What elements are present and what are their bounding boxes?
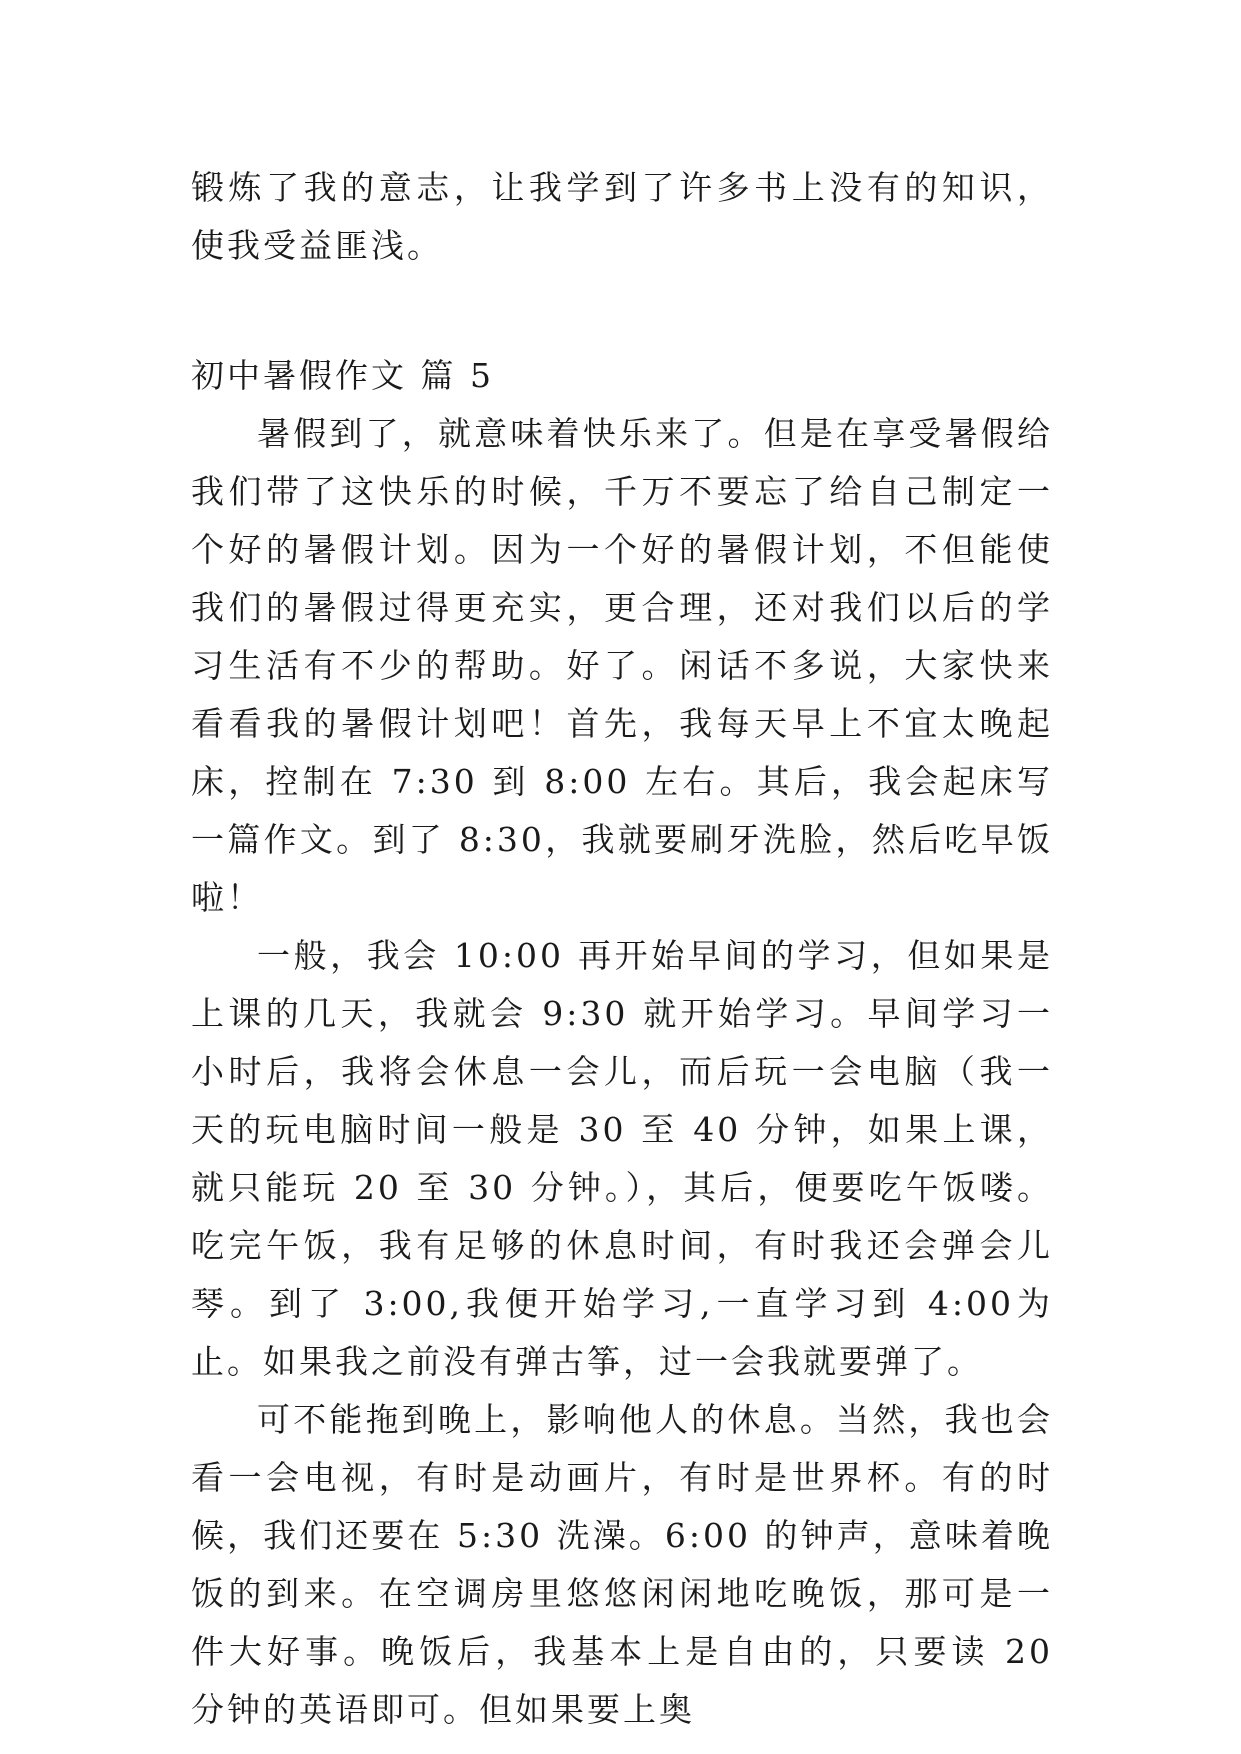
- body-paragraph-1: 暑假到了，就意味着快乐来了。但是在享受暑假给我们带了这快乐的时候，千万不要忘了给自己制定一个好的暑假计划。因为一个好的暑假计划，不但能使我们的暑假过得更充实，更合理，还对我们以后的学习生活有不少的帮助。好了。闲话不多说，大家快来看看我的暑假计划吧！首先，我每天早上不宜太晚起床，控制在 7:30 到 8:00 左右。其后，我会起床写一篇作文。到了 8:30，我就要刷牙洗脸，然后吃早饭啦！: [191, 414, 1053, 917]
- body-paragraph-2: 一般，我会 10:00 再开始早间的学习，但如果是上课的几天，我就会 9:30 就开始学习。早间学习一小时后，我将会休息一会儿，而后玩一会电脑（我一天的玩电脑时间一般是 30 至 40 分钟，如果上课，就只能玩 20 至 30 分钟。），其后，便要吃午饭喽。吃完午饭，我有足够的休息时间，有时我还会弹会儿琴。到了 3:00,我便开始学习,一直学习到 4:00为止。如果我之前没有弹古筝，过一会我就要弹了。: [191, 936, 1053, 1381]
- section-spacer: [191, 275, 1053, 347]
- section-heading: 初中暑假作文 篇 5: [191, 356, 494, 395]
- body-paragraph-3: 可不能拖到晚上，影响他人的休息。当然，我也会看一会电视，有时是动画片，有时是世界杯。有的时候，我们还要在 5:30 洗澡。6:00 的钟声，意味着晚饭的到来。在空调房里悠悠闲闲地吃晚饭，那可是一件大好事。晚饭后，我基本上是自由的，只要读 20 分钟的英语即可。但如果要上奥: [191, 1400, 1053, 1729]
- document-body: [191, 159, 1053, 1739]
- intro-paragraph: 锻炼了我的意志，让我学到了许多书上没有的知识，使我受益匪浅。: [191, 168, 1053, 265]
